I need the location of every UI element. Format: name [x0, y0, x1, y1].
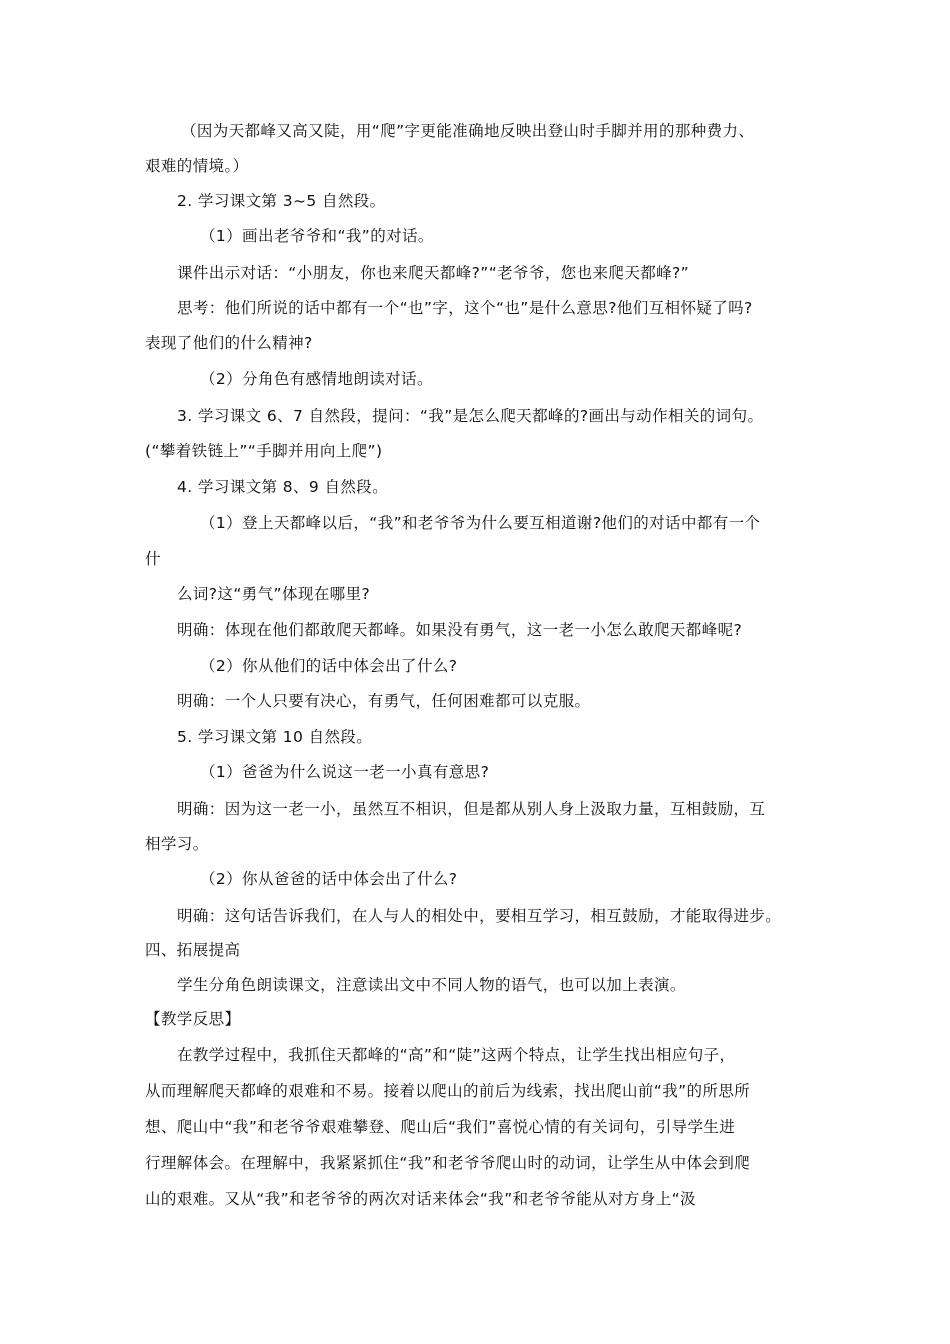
text-line: 表现了他们的什么精神?: [145, 334, 313, 352]
text-line: 学生分角色朗读课文，注意读出文中不同人物的语气，也可以加上表演。: [177, 976, 686, 994]
text-line: 3. 学习课文 6、7 自然段，提问：“我”是怎么爬天都峰的?画出与动作相关的词句。: [177, 407, 764, 425]
text-line: 4. 学习课文第 8、9 自然段。: [177, 478, 389, 496]
text-line: 艰难的情境。）: [145, 157, 249, 175]
text-line: 相学习。: [145, 835, 209, 853]
text-line: 课件出示对话：“小朋友，你也来爬天都峰?”“老爷爷，您也来爬天都峰?”: [177, 264, 690, 282]
section-heading: 四、拓展提高: [145, 941, 241, 959]
text-line: 明确：体现在他们都敢爬天都峰。如果没有勇气，这一老一小怎么敢爬天都峰呢?: [177, 621, 743, 639]
text-line: （1）爸爸为什么说这一老一小真有意思?: [200, 763, 490, 781]
text-line: 行理解体会。在理解中，我紧紧抓住“我”和老爷爷爬山时的动词，让学生从中体会到爬: [145, 1154, 751, 1172]
text-line: （2）你从爸爸的话中体会出了什么?: [200, 870, 458, 888]
text-line: (“攀着铁链上”“手脚并用向上爬”): [145, 442, 383, 460]
text-line: 明确：这句话告诉我们，在人与人的相处中，要相互学习，相互鼓励，才能取得进步。: [177, 907, 782, 925]
text-line: 明确：一个人只要有决心，有勇气，任何困难都可以克服。: [177, 692, 591, 710]
text-line: （1）登上天都峰以后，“我”和老爷爷为什么要互相道谢?他们的对话中都有一个: [200, 514, 761, 532]
text-line: 思考：他们所说的话中都有一个“也”字，这个“也”是什么意思?他们互相怀疑了吗?: [177, 299, 753, 317]
section-heading: 【教学反思】: [145, 1010, 241, 1028]
text-line: 明确：因为这一老一小，虽然互不相识，但是都从别人身上汲取力量，互相鼓励，互: [177, 800, 766, 818]
text-line: 从而理解爬天都峰的艰难和不易。接着以爬山的前后为线索，找出爬山前“我”的所思所: [145, 1082, 751, 1100]
text-line: 5. 学习课文第 10 自然段。: [177, 728, 373, 746]
text-line: 么词?这“勇气”体现在哪里?: [177, 585, 371, 603]
text-line: （因为天都峰又高又陡，用“爬”字更能准确地反映出登山时手脚并用的那种费力、: [181, 122, 755, 140]
text-line: 在教学过程中，我抓住天都峰的“高”和“陡”这两个特点，让学生找出相应句子，: [177, 1046, 736, 1064]
text-line: 山的艰难。又从“我”和老爷爷的两次对话来体会“我”和老爷爷能从对方身上“汲: [145, 1190, 696, 1208]
text-line: 什: [145, 550, 161, 568]
text-line: 想、爬山中“我”和老爷爷艰难攀登、爬山后“我们”喜悦心情的有关词句，引导学生进: [145, 1118, 736, 1136]
text-line: （1）画出老爷爷和“我”的对话。: [200, 227, 434, 245]
text-line: （2）分角色有感情地朗读对话。: [200, 370, 433, 388]
text-line: 2. 学习课文第 3~5 自然段。: [177, 192, 386, 210]
text-line: （2）你从他们的话中体会出了什么?: [200, 657, 458, 675]
